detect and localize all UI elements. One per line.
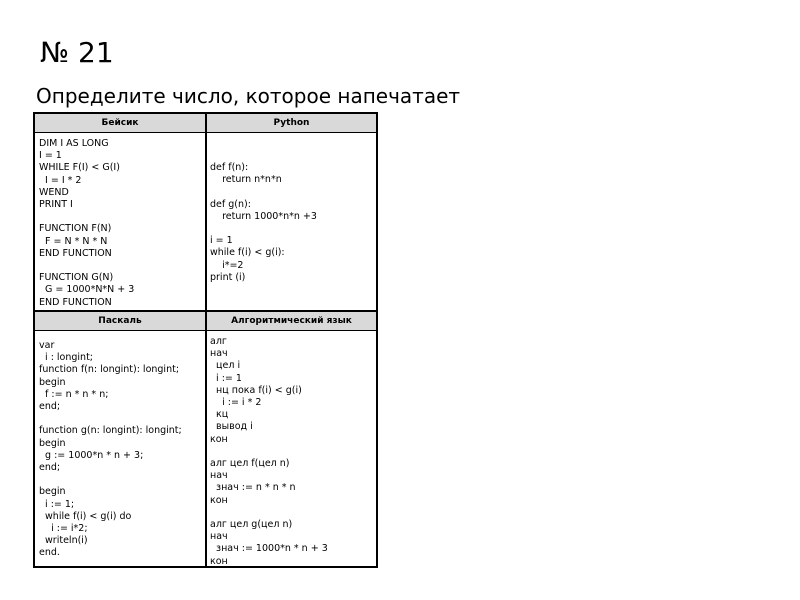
header-pascal: Паскаль [35, 312, 205, 331]
header-python: Python [207, 114, 376, 133]
code-pascal: var i : longint; function f(n: longint): longint; begin f := n * n * n; end; function g(n: longint): longint; begin g := 1000*n * n + 3; end; begin i := 1; while f(i) < g(i) do i := i*2; writeln(i) end. [39, 340, 182, 559]
slide-number: № 21 [40, 36, 114, 69]
header-basic: Бейсик [35, 114, 205, 133]
code-python: def f(n): return n*n*n def g(n): return 1000*n*n +3 i = 1 while f(i) < g(i): i*=2 print (i) [210, 162, 317, 283]
column-divider [205, 114, 207, 566]
code-basic: DIM I AS LONG I = 1 WHILE F(I) < G(I) I = I * 2 WEND PRINT I FUNCTION F(N) F = N * N * N END FUNCTION FUNCTION G(N) G = 1000*N*N + 3 END FUNCTION [39, 138, 135, 308]
slide-text: Определите число, которое напечатает [36, 84, 461, 108]
code-table [33, 112, 378, 568]
code-algorithmic: алг нач цел i i := 1 нц пока f(i) < g(i) i := i * 2 кц вывод i кон алг цел f(цел n) нач знач := n * n * n кон алг цел g(цел n) нач знач := 1000*n * n + 3 кон [210, 336, 328, 567]
header-algorithmic: Алгоритмический язык [207, 312, 376, 331]
